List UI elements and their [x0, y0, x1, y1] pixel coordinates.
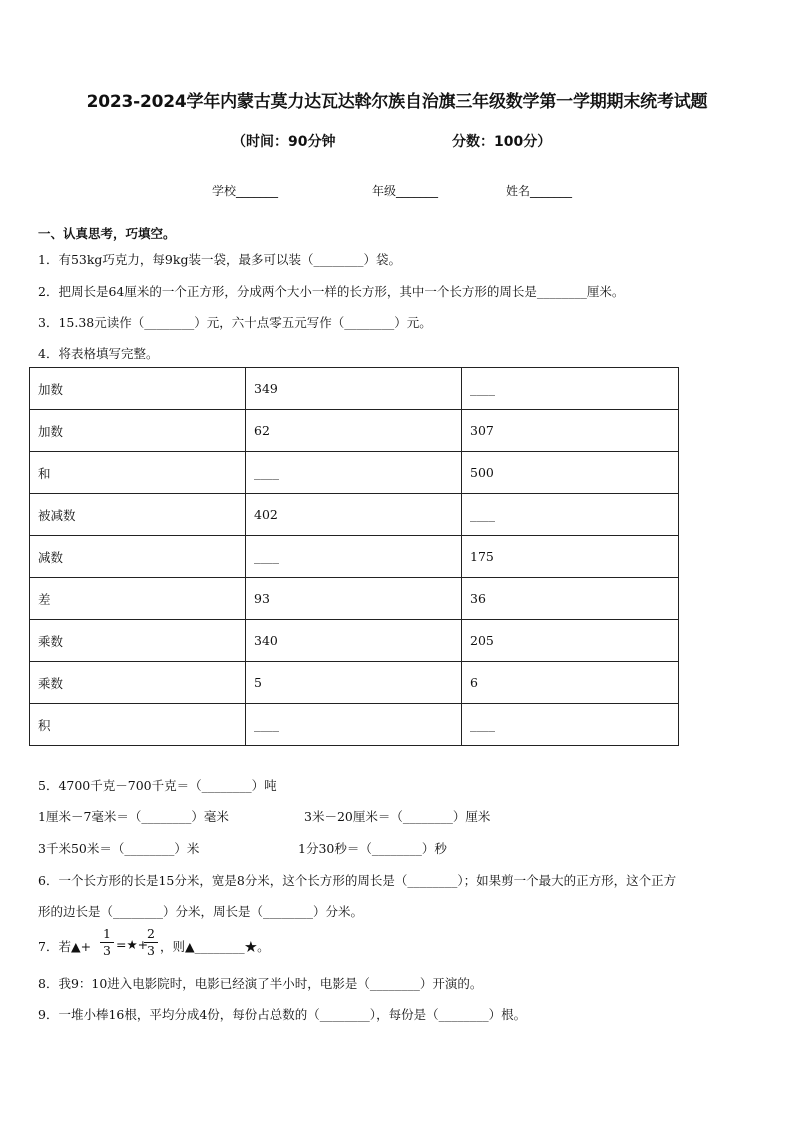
row-label: 和 [30, 452, 246, 494]
cell-column-2: 340 [246, 620, 462, 662]
question-8: 8．我9：10进入电影院时，电影已经演了半小时，电影是（________）开演的。 [38, 976, 483, 991]
cell-column-2: ____ [246, 536, 462, 578]
cell-column-3: 6 [462, 662, 679, 704]
cell-column-2: 93 [246, 578, 462, 620]
question-5-b: 3米－20厘米＝（________）厘米 [304, 809, 491, 824]
cell-column-3: ____ [462, 704, 679, 746]
cell-column-2: 349 [246, 368, 462, 410]
question-3: 3．15.38元读作（________）元，六十点零五元写作（________）元。 [38, 315, 432, 330]
question-1: 1．有53kg巧克力，每9kg装一袋，最多可以装（________）袋。 [38, 252, 401, 267]
cell-column-3: 500 [462, 452, 679, 494]
page-title: 2023-2024学年内蒙古莫力达瓦达斡尔族自治旗三年级数学第一学期期末统考试题 [86, 92, 708, 112]
table-row [30, 536, 679, 578]
exam-score: 分数：100分） [452, 134, 552, 150]
row-label: 被减数 [30, 494, 246, 536]
exam-time: （时间：90分钟 [232, 134, 336, 150]
fraction-two-thirds [144, 927, 158, 958]
row-label: 乘数 [30, 662, 246, 704]
question-2: 2．把周长是64厘米的一个正方形，分成两个大小一样的长方形，其中一个长方形的周长是________厘米。 [38, 284, 625, 299]
cell-column-2: 62 [246, 410, 462, 452]
question-6-line-2: 形的边长是（________）分米，周长是（________）分米。 [38, 904, 364, 919]
fill-table [29, 367, 679, 746]
table-row [30, 452, 679, 494]
question-5-a: 1厘米－7毫米＝（________）毫米 [38, 809, 229, 824]
row-label: 减数 [30, 536, 246, 578]
fraction-denominator: 3 [103, 943, 111, 958]
table-row [30, 704, 679, 746]
cell-column-3: ____ [462, 368, 679, 410]
cell-column-3: ____ [462, 494, 679, 536]
grade-field: 年级_______ [372, 184, 439, 198]
cell-column-3: 205 [462, 620, 679, 662]
cell-column-2: 402 [246, 494, 462, 536]
row-label: 加数 [30, 368, 246, 410]
fraction-numerator: 2 [147, 926, 155, 941]
name-field: 姓名_______ [506, 184, 573, 198]
cell-column-2: ____ [246, 452, 462, 494]
table-row [30, 620, 679, 662]
cell-column-3: 307 [462, 410, 679, 452]
table-row [30, 410, 679, 452]
row-label: 积 [30, 704, 246, 746]
table-row [30, 494, 679, 536]
cell-column-3: 175 [462, 536, 679, 578]
question-9: 9．一堆小棒16根，平均分成4份，每份占总数的（________），每份是（________）根。 [38, 1007, 527, 1022]
question-5-d: 1分30秒＝（________）秒 [298, 841, 447, 856]
row-label: 加数 [30, 410, 246, 452]
question-5: 5．4700千克－700千克＝（________）吨 [38, 778, 277, 793]
table-row [30, 578, 679, 620]
school-field: 学校_______ [212, 184, 279, 198]
question-4: 4．将表格填写完整。 [38, 346, 159, 361]
question-7-prefix: 7．若▲+ [38, 939, 92, 954]
cell-column-2: ____ [246, 704, 462, 746]
question-5-c: 3千米50米＝（________）米 [38, 841, 200, 856]
row-label: 差 [30, 578, 246, 620]
fraction-numerator: 1 [103, 926, 111, 941]
section-heading: 一、认真思考，巧填空。 [38, 226, 176, 241]
cell-column-3: 36 [462, 578, 679, 620]
fraction-one-third [100, 927, 114, 958]
fraction-denominator: 3 [147, 943, 155, 958]
question-7-suffix: ，则▲________★。 [160, 939, 270, 954]
question-7-middle: =★+ [116, 937, 149, 952]
row-label: 乘数 [30, 620, 246, 662]
question-6-line-1: 6．一个长方形的长是15分米，宽是8分米，这个长方形的周长是（________）；如果剪一个最大的正方形，这个正方 [38, 873, 677, 888]
cell-column-2: 5 [246, 662, 462, 704]
table-row [30, 368, 679, 410]
table-row [30, 662, 679, 704]
